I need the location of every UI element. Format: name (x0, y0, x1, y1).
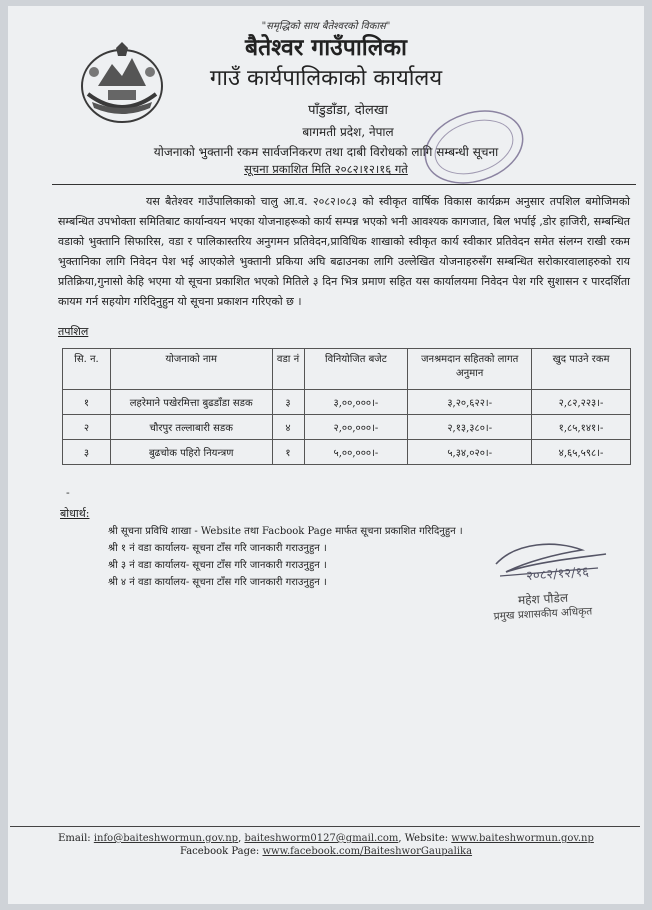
project-table (62, 348, 631, 465)
distribution-list (108, 523, 463, 591)
address-line-1: पाँडुडाँडा, दोलखा (308, 103, 388, 118)
table-cell: ५,३४,०२०।- (408, 440, 532, 465)
table-header-row (63, 349, 631, 390)
table-cell: १,८५,१४१।- (532, 415, 631, 440)
header-cell: सि. न. (63, 349, 111, 390)
table-cell: २,००,०००।- (304, 415, 408, 440)
facebook-label: Facebook Page: (179, 846, 260, 857)
footer (8, 832, 644, 858)
notice-body: यस बैतेश्वर गाउँपालिकाको चालु आ.व. २०८२।०८३ को स्वीकृत वार्षिक विकास कार्यक्रम अनुसार तपशिल बमोजिमको सम्बन्धित उपभोक्ता समितिबाट कार्यान्वयन भएका योजनाहरूको कार्य सम्पन्न भएको भनी आवश्यक कागजात, बिल भर्पाई ,डोर हाजिरी, सम्बन्धित वडाको भुक्तानि सिफारिस, वडा र पालिकास्तरिय अनुगमन प्रतिवेदन,प्राविधिक शाखाको स्वीकृत कार्य स्वीकार प्रतिवेदन समेत संलग्न राखी रकम भुक्तानिका लागि निवेदन पेश भई आएकोले भुक्तानी प्रकिया अघि बढाउनका लागि उल्लेखित योजनाहरुसँग सम्बन्धित सरोकारवालाहरुको राय प्रतिक्रिया,गुनासो केहि भएमा यो सूचना प्रकाशित भएको मितिले ३ दिन भित्र प्रमाण सहित यस कार्यालयमा निवेदन पेश गरि सुशासन र पारदर्शिता कायम गर्न सहयोग गरिदिनुहुन यो सूचना प्रकाशन गरिएको छ । (58, 195, 630, 308)
list-item: श्री १ नं वडा कार्यालय- सूचना टाँस गरि जानकारी गराउनुहुन । (108, 543, 327, 554)
table-cell: ३,२०,६२२।- (408, 390, 532, 415)
email-label: Email: (58, 833, 91, 844)
table-cell: बुढचोक पहिरो नियन्त्रण (110, 440, 272, 465)
email-link-2[interactable]: baiteshworm0127@gmail.com (244, 833, 399, 844)
table-row (63, 390, 631, 415)
separator-dot: - (66, 486, 70, 499)
header-cell: विनियोजित बजेट (304, 349, 408, 390)
list-item: श्री ४ नं वडा कार्यालय- सूचना टाँस गरि जानकारी गराउनुहुन । (108, 577, 327, 588)
list-item: श्री ३ नं वडा कार्यालय- सूचना टाँस गरि जानकारी गराउनुहुन । (108, 560, 327, 571)
table-row (63, 415, 631, 440)
table-cell: चौरपुर तल्लाबारी सडक (110, 415, 272, 440)
list-item: श्री सूचना प्रविधि शाखा - Website तथा Facbook Page मार्फत सूचना प्रकाशित गरिदिनुहुन । (108, 526, 463, 537)
header-cell: योजनाको नाम (110, 349, 272, 390)
table-cell: ५,००,०००।- (304, 440, 408, 465)
website-label: Website: (404, 833, 449, 844)
office-name: गाउँ कार्यपालिकाको कार्यालय (209, 66, 443, 91)
annex-label: तपशिल (58, 325, 89, 338)
table-cell: ३ (272, 390, 304, 415)
header-cell: जनश्रमदान सहितको लागत अनुमान (408, 349, 532, 390)
table-cell: १ (63, 390, 111, 415)
footer-line-1: Email: info@baiteshwormun.gov.np, baiteshworm0127@gmail.com, Website: www.baiteshwormun.gov.np (58, 833, 594, 844)
table-cell: ३,००,०००।- (304, 390, 408, 415)
facebook-link[interactable]: www.facebook.com/BaiteshworGaupalika (262, 846, 473, 857)
website-link[interactable]: www.baiteshwormun.gov.np (451, 833, 594, 844)
table-row (63, 440, 631, 465)
notice-document (8, 6, 644, 904)
footer-divider (10, 826, 640, 827)
header-divider (52, 184, 636, 185)
notice-subject: योजनाको भुक्तानी रकम सार्वजनिकरण तथा दाबी विरोधको लागि सम्बन्धी सूचना (153, 145, 499, 159)
distribution-label: बोधार्थ: (60, 507, 90, 520)
publish-date: सूचना प्रकाशित मिति २०८२।१२।१६ गते (244, 162, 408, 176)
footer-line-2 (8, 845, 644, 858)
table-cell: लहरेमाने पखेरमित्ता बुढडाँडा सडक (110, 390, 272, 415)
signatory-title: प्रमुख प्रशासकीय अधिकृत (493, 605, 593, 623)
table-cell: ३ (63, 440, 111, 465)
header-cell: वडा नं (272, 349, 304, 390)
signatory-name: महेश पौडेल (517, 590, 569, 608)
header-cell: खुद पाउने रकम (532, 349, 631, 390)
municipality-name: बैतेश्वर गाउँपालिका (245, 34, 407, 61)
table-cell: २ (63, 415, 111, 440)
table-cell: ४ (272, 415, 304, 440)
address-line-2: बागमती प्रदेश, नेपाल (302, 125, 394, 139)
table-cell: ४,६५,५९८।- (532, 440, 631, 465)
handwritten-date: २०८२/१२/१६ (525, 564, 590, 585)
slogan: "समृद्धिको साथ बैतेश्वरको विकास" (261, 21, 391, 32)
email-link-1[interactable]: info@baiteshwormun.gov.np (93, 833, 239, 844)
table-cell: २,८२,२२३।- (532, 390, 631, 415)
table-cell: २,१३,३८०।- (408, 415, 532, 440)
table-cell: १ (272, 440, 304, 465)
